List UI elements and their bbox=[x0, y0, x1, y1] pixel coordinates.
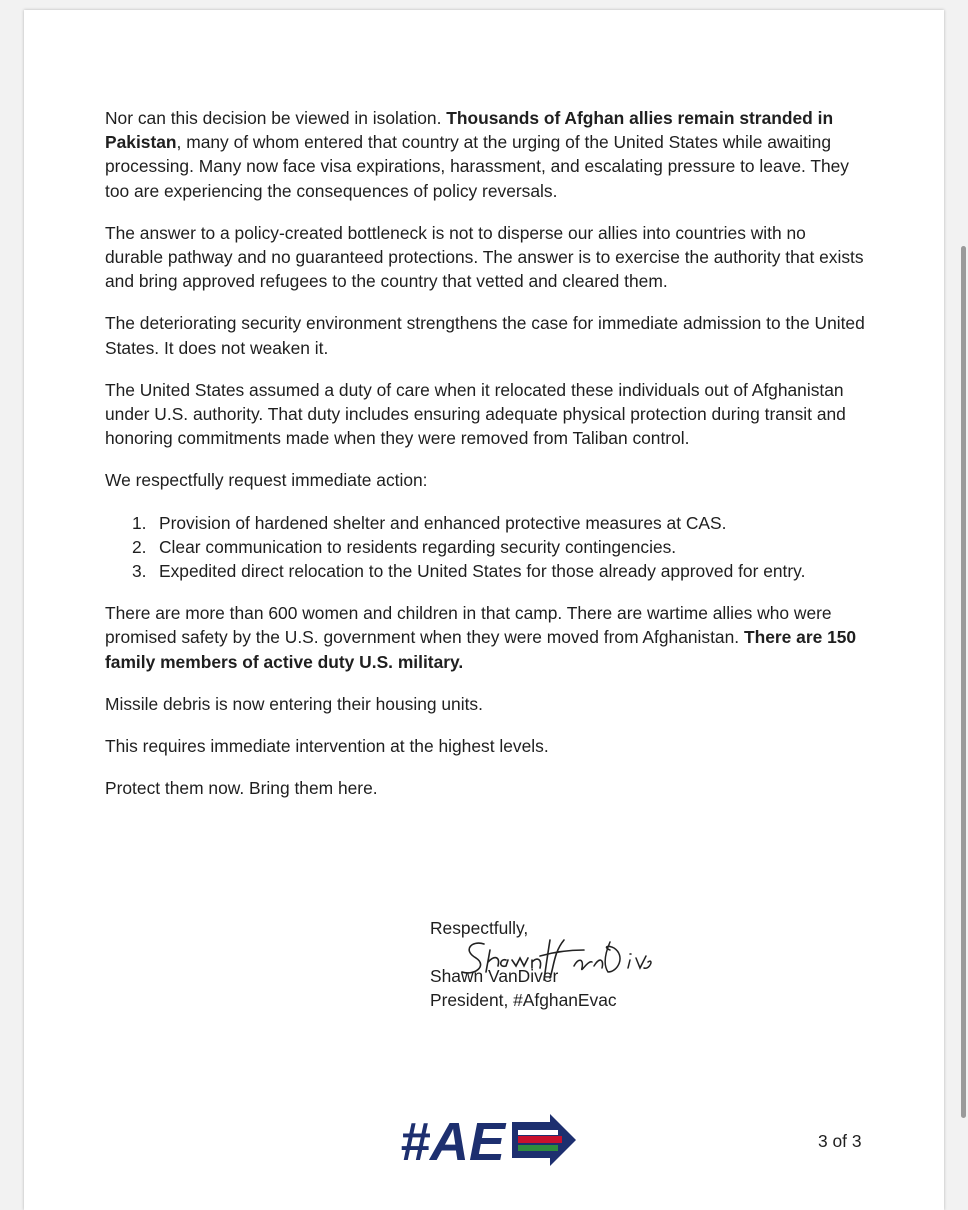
page-number: 3 of 3 bbox=[818, 1131, 862, 1151]
signer-title: President, #AfghanEvac bbox=[430, 990, 617, 1011]
paragraph-text: Nor can this decision be viewed in isolation. bbox=[105, 108, 447, 128]
paragraph-bottleneck: The answer to a policy-created bottleneck is not to disperse our allies into countries with no durable pathway and no guaranteed protections. The answer is to exercise the authority that exists and bring approved refugees to the country that vetted and cleared them. bbox=[105, 222, 864, 292]
list-item bbox=[105, 535, 865, 559]
list-item bbox=[105, 511, 865, 535]
scrollbar[interactable] bbox=[961, 246, 966, 1118]
list-item-text: Expedited direct relocation to the United States for those already approved for entry. bbox=[159, 561, 806, 582]
action-list bbox=[105, 511, 865, 584]
paragraph-text: There are more than 600 women and children in that camp. There are wartime allies who were promised safety by the U.S. government when they were moved from Afghanistan. bbox=[105, 603, 832, 648]
handwritten-signature bbox=[454, 936, 654, 982]
paragraph-missile: Missile debris is now entering their housing units. bbox=[105, 693, 483, 714]
list-number: 2. bbox=[132, 536, 147, 557]
salutation: Respectfully, bbox=[430, 918, 529, 938]
bold-emphasis: Thousands of Afghan allies remain stranded in Pakistan bbox=[105, 108, 834, 153]
signer-name: Shawn VanDiver bbox=[430, 966, 559, 987]
list-item-text: Provision of hardened shelter and enhanced protective measures at CAS. bbox=[159, 512, 727, 533]
paragraph-camp bbox=[105, 601, 865, 674]
arrow-icon bbox=[512, 1114, 576, 1166]
list-item-text: Clear communication to residents regarding security contingencies. bbox=[159, 536, 677, 557]
logo-text: #AE bbox=[400, 1112, 506, 1170]
list-number: 3. bbox=[132, 561, 147, 582]
document-page bbox=[24, 10, 944, 1210]
paragraph-intervention: This requires immediate intervention at the highest levels. bbox=[105, 736, 549, 757]
afghanevac-logo bbox=[400, 1110, 580, 1170]
list-item bbox=[105, 559, 865, 583]
paragraph-text: , many of whom entered that country at the urging of the United States while awaiting processing. Many now face visa expirations, harassment, and escalating pressure to leave. They too are experiencing the consequences of policy reversals. bbox=[105, 132, 850, 201]
letter-body bbox=[105, 106, 865, 818]
paragraph-security: The deteriorating security environment strengthens the case for immediate admission to the United States. It does not weaken it. bbox=[105, 313, 865, 358]
list-number: 1. bbox=[132, 512, 147, 533]
paragraph-duty-of-care: The United States assumed a duty of care when it relocated these individuals out of Afghanistan under U.S. authority. That duty includes ensuring adequate physical protection during transit and honoring commitments made when they were removed from Taliban control. bbox=[105, 379, 846, 449]
paragraph-protect: Protect them now. Bring them here. bbox=[105, 778, 378, 799]
paragraph-pakistan bbox=[105, 106, 865, 203]
bold-emphasis: There are 150 family members of active duty U.S. military. bbox=[105, 627, 857, 672]
paragraph-request: We respectfully request immediate action: bbox=[105, 470, 428, 491]
